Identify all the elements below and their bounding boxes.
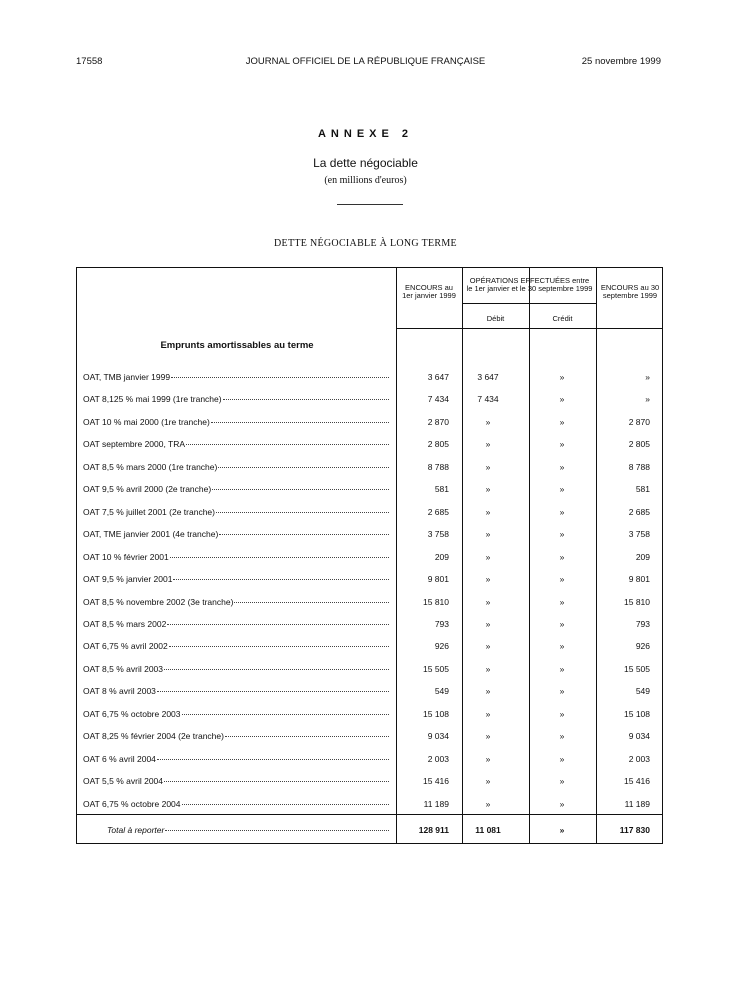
row-label: OAT 8,5 % mars 2000 (1re tranche) (83, 462, 389, 472)
row-label: OAT 8,5 % novembre 2002 (3e tranche) (83, 597, 389, 607)
cell-encours-fin: 8 788 (628, 461, 650, 472)
col-head-credit: Crédit (552, 314, 573, 323)
table-row (77, 799, 664, 821)
document-subtitle: La dette négociable (313, 156, 418, 170)
cell-credit: » (559, 686, 565, 697)
dot-leader (218, 467, 389, 468)
cell-credit: » (559, 663, 565, 674)
cell-encours-debut: 128 911 (418, 825, 449, 835)
table-row (77, 731, 664, 753)
section-title: DETTE NÉGOCIABLE À LONG TERME (274, 238, 457, 249)
cell-encours-debut: 2 870 (427, 416, 449, 427)
cell-debit: » (485, 439, 491, 450)
issue-date: 25 novembre 1999 (581, 56, 661, 67)
cell-encours-fin: 9 801 (628, 574, 650, 585)
table-row (77, 439, 664, 461)
cell-debit: » (485, 506, 491, 517)
dot-leader (211, 422, 389, 423)
cell-encours-debut: 793 (434, 618, 449, 629)
table-row (77, 394, 664, 416)
row-label: OAT 6,75 % octobre 2003 (83, 709, 389, 719)
row-label: OAT 8 % avril 2003 (83, 686, 389, 696)
cell-credit: » (559, 461, 565, 472)
cell-encours-debut: 581 (434, 484, 449, 495)
cell-credit: » (559, 708, 565, 719)
dot-leader (186, 444, 389, 445)
cell-encours-debut: 209 (434, 551, 449, 562)
table-row (77, 754, 664, 776)
dot-leader (167, 624, 389, 625)
cell-encours-fin: 2 003 (628, 753, 650, 764)
cell-debit: » (485, 416, 491, 427)
journal-title: JOURNAL OFFICIEL DE LA RÉPUBLIQUE FRANÇAISE (245, 56, 486, 67)
cell-credit: » (559, 484, 565, 495)
cell-encours-debut: 549 (434, 686, 449, 697)
cell-debit: » (485, 596, 491, 607)
table-row (77, 664, 664, 686)
cell-debit: » (485, 776, 491, 787)
cell-encours-fin: 15 108 (624, 708, 650, 719)
cell-debit: » (485, 753, 491, 764)
cell-encours-fin: 581 (635, 484, 650, 495)
row-label: OAT 8,25 % février 2004 (2e tranche) (83, 731, 389, 741)
row-label: OAT, TMB janvier 1999 (83, 372, 389, 382)
cell-credit: » (559, 529, 565, 540)
row-label: OAT 10 % mai 2000 (1re tranche) (83, 417, 389, 427)
cell-credit: » (559, 753, 565, 764)
row-label: OAT 10 % février 2001 (83, 552, 389, 562)
total-row (77, 825, 664, 847)
row-label: OAT 9,5 % avril 2000 (2e tranche) (83, 484, 389, 494)
cell-debit: » (485, 574, 491, 585)
cell-credit: » (559, 372, 565, 382)
dot-leader (234, 602, 389, 603)
cell-encours-fin: 15 505 (624, 663, 650, 674)
row-label: OAT septembre 2000, TRA (83, 439, 389, 449)
header-divider (396, 328, 662, 329)
cell-encours-debut: 926 (434, 641, 449, 652)
row-label: OAT 8,5 % avril 2003 (83, 664, 389, 674)
table-row (77, 574, 664, 596)
row-label: OAT 5,5 % avril 2004 (83, 776, 389, 786)
table-row (77, 372, 664, 394)
cell-encours-debut: 9 034 (427, 731, 449, 742)
row-label: OAT 8,5 % mars 2002 (83, 619, 389, 629)
separator-rule (337, 204, 403, 205)
dot-leader (171, 377, 389, 378)
dot-leader (212, 489, 389, 490)
table-row (77, 552, 664, 574)
dot-leader (182, 714, 390, 715)
table-row (77, 529, 664, 551)
cell-encours-fin: 3 758 (628, 529, 650, 540)
header-subdivider (462, 303, 596, 304)
table-row (77, 619, 664, 641)
cell-debit: » (485, 618, 491, 629)
col-head-operations: OPÉRATIONS EFFECTUÉES entre le 1er janvier et le 30 septembre 1999 (466, 276, 593, 293)
group-title: Emprunts amortissables au terme (160, 340, 314, 351)
cell-encours-debut: 3 647 (427, 372, 449, 382)
cell-encours-debut: 15 416 (423, 776, 449, 787)
cell-credit: » (559, 641, 565, 652)
cell-credit: » (559, 596, 565, 607)
dot-leader (173, 579, 389, 580)
cell-encours-debut: 3 758 (427, 529, 449, 540)
debt-table (76, 267, 663, 844)
table-row (77, 507, 664, 529)
dot-leader (223, 399, 389, 400)
cell-credit: » (559, 574, 565, 585)
cell-encours-fin: 15 810 (624, 596, 650, 607)
cell-encours-debut: 8 788 (427, 461, 449, 472)
unit-note: (en millions d'euros) (324, 175, 407, 186)
col-head-encours-debut: ENCOURS au 1er janvier 1999 (402, 283, 456, 300)
cell-encours-fin: » (645, 372, 650, 382)
dot-leader (164, 781, 389, 782)
cell-encours-debut: 7 434 (427, 394, 449, 405)
table-row (77, 709, 664, 731)
cell-encours-fin: 9 034 (628, 731, 650, 742)
dot-leader (182, 804, 390, 805)
row-label: OAT, TME janvier 2001 (4e tranche) (83, 529, 389, 539)
cell-credit: » (559, 416, 565, 427)
cell-credit: » (559, 618, 565, 629)
cell-encours-fin: 549 (635, 686, 650, 697)
dot-leader (165, 830, 389, 831)
col-head-encours-fin: ENCOURS au 30 septembre 1999 (600, 283, 660, 300)
dot-leader (164, 669, 389, 670)
cell-encours-debut: 15 810 (423, 596, 449, 607)
dot-leader (216, 512, 389, 513)
row-label: OAT 6,75 % avril 2002 (83, 641, 389, 651)
table-row (77, 686, 664, 708)
dot-leader (169, 646, 389, 647)
cell-debit: » (485, 461, 491, 472)
cell-encours-fin: 209 (635, 551, 650, 562)
cell-encours-fin: 2 685 (628, 506, 650, 517)
table-row (77, 462, 664, 484)
cell-encours-debut: 15 108 (423, 708, 449, 719)
cell-debit: 3 647 (477, 372, 499, 382)
cell-debit: » (485, 798, 491, 809)
table-row (77, 417, 664, 439)
cell-encours-fin: 2 870 (628, 416, 650, 427)
cell-debit: » (485, 641, 491, 652)
cell-encours-fin: 117 830 (619, 825, 650, 835)
cell-encours-debut: 2 003 (427, 753, 449, 764)
cell-encours-fin: 15 416 (624, 776, 650, 787)
cell-debit: » (485, 484, 491, 495)
dot-leader (170, 557, 389, 558)
cell-debit: » (485, 551, 491, 562)
cell-encours-fin: 2 805 (628, 439, 650, 450)
table-row (77, 597, 664, 619)
cell-credit: » (559, 394, 565, 405)
cell-credit: » (559, 776, 565, 787)
cell-credit: » (559, 731, 565, 742)
cell-debit: » (485, 686, 491, 697)
cell-encours-fin: 926 (635, 641, 650, 652)
cell-encours-fin: » (645, 394, 650, 405)
annexe-title: ANNEXE 2 (317, 128, 414, 140)
cell-credit: » (559, 798, 565, 809)
table-row (77, 484, 664, 506)
cell-encours-debut: 15 505 (423, 663, 449, 674)
row-label: Total à reporter (83, 825, 389, 835)
cell-debit: » (485, 529, 491, 540)
cell-credit: » (559, 825, 565, 835)
col-head-debit: Débit (486, 314, 505, 323)
row-label: OAT 9,5 % janvier 2001 (83, 574, 389, 584)
page-number: 17558 (76, 56, 103, 67)
cell-debit: 7 434 (477, 394, 499, 405)
row-label: OAT 6,75 % octobre 2004 (83, 799, 389, 809)
cell-encours-debut: 2 805 (427, 439, 449, 450)
cell-encours-fin: 11 189 (624, 798, 650, 809)
cell-debit: » (485, 663, 491, 674)
row-label: OAT 6 % avril 2004 (83, 754, 389, 764)
cell-encours-debut: 11 189 (423, 798, 449, 809)
dot-leader (225, 736, 389, 737)
dot-leader (157, 759, 389, 760)
dot-leader (157, 691, 389, 692)
cell-debit: » (485, 731, 491, 742)
row-label: OAT 8,125 % mai 1999 (1re tranche) (83, 394, 389, 404)
cell-credit: » (559, 551, 565, 562)
row-label: OAT 7,5 % juillet 2001 (2e tranche) (83, 507, 389, 517)
cell-encours-fin: 793 (635, 618, 650, 629)
dot-leader (219, 534, 389, 535)
cell-credit: » (559, 439, 565, 450)
table-row (77, 641, 664, 663)
cell-encours-debut: 9 801 (427, 574, 449, 585)
cell-encours-debut: 2 685 (427, 506, 449, 517)
cell-debit: » (485, 708, 491, 719)
cell-debit: 11 081 (475, 825, 501, 835)
table-row (77, 776, 664, 798)
cell-credit: » (559, 506, 565, 517)
